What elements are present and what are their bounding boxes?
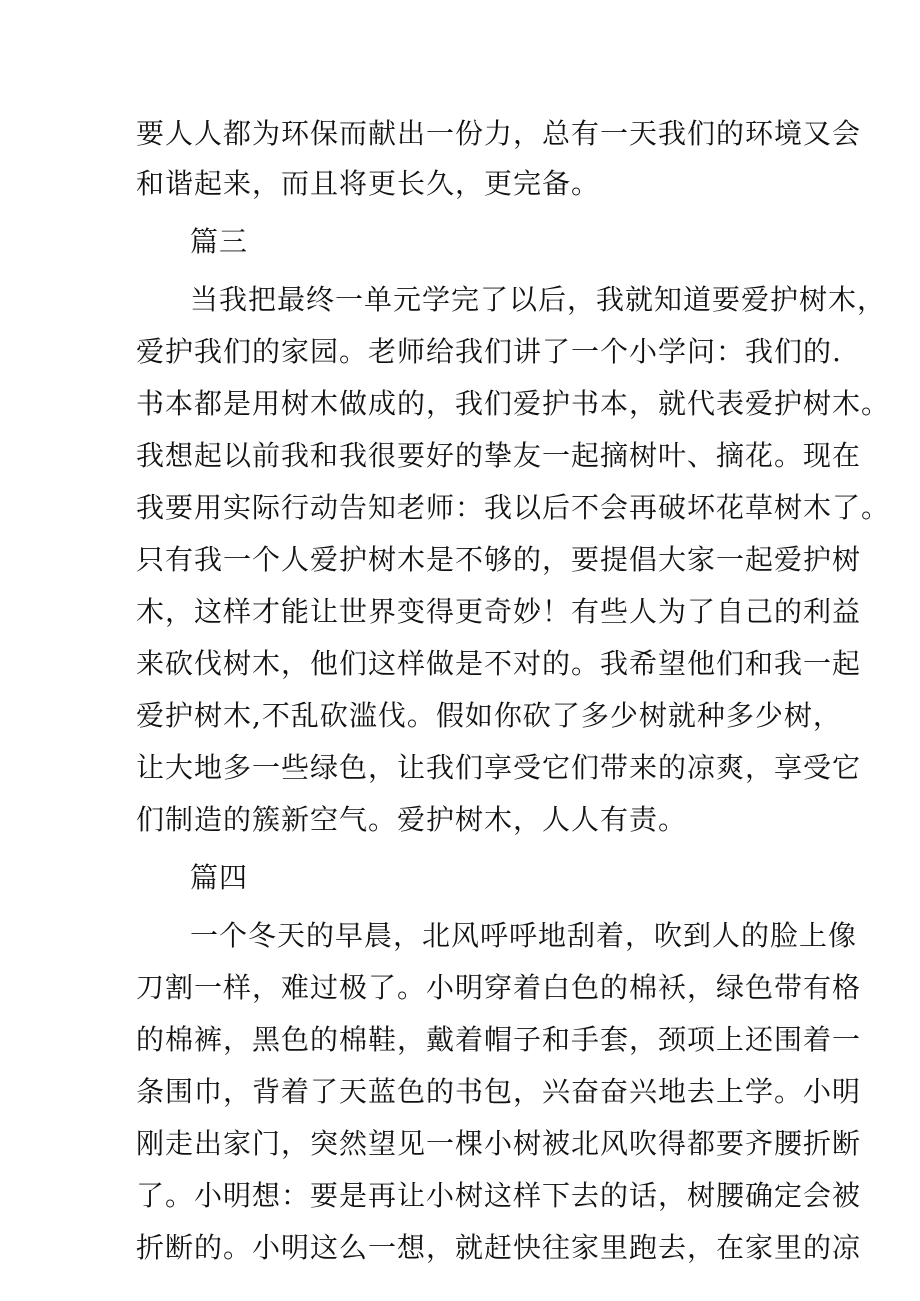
paragraph-line: 让大地多一些绿色，让我们享受它们带来的凉爽，享受它 [136,751,862,784]
paragraph-line: 当我把最终一单元学完了以后，我就知道要爱护树木， [190,283,887,316]
paragraph-line: 刚走出家门，突然望见一棵小树被北风吹得都要齐腰折断 [136,1127,862,1160]
paragraph-line: 折断的。小明这么一想，就赶快往家里跑去，在家里的凉 [136,1231,862,1264]
paragraph-line: 木，这样才能让世界变得更奇妙！有些人为了自己的利益 [136,595,862,628]
paragraph-line: 爱护树木,不乱砍滥伐。假如你砍了多少树就种多少树， [136,699,842,732]
paragraph-line: 书本都是用树木做成的，我们爱护书本，就代表爱护树木。 [136,387,891,420]
paragraph-line: 的棉裤，黑色的棉鞋，戴着帽子和手套，颈项上还围着一 [136,1023,862,1056]
paragraph-line: 爱护我们的家园。老师给我们讲了一个小学问：我们的. [136,335,842,368]
paragraph-line: 们制造的簇新空气。爱护树木，人人有责。 [136,803,688,836]
paragraph-line: 和谐起来，而且将更长久，更完备。 [136,167,601,200]
paragraph-line: 一个冬天的早晨，北风呼呼地刮着，吹到人的脸上像 [190,919,858,952]
section-heading-3: 篇三 [190,225,249,258]
paragraph-line: 来砍伐树木，他们这样做是不对的。我希望他们和我一起 [136,647,862,680]
paragraph-line: 只有我一个人爱护树木是不够的，要提倡大家一起爱护树 [136,543,862,576]
paragraph-line: 我想起以前我和我很要好的挚友一起摘树叶、摘花。现在 [136,439,862,472]
paragraph-line: 要人人都为环保而献出一份力，总有一天我们的环境又会 [136,117,862,150]
paragraph-line: 了。小明想：要是再让小树这样下去的话，树腰确定会被 [136,1179,862,1212]
paragraph-line: 我要用实际行动告知老师：我以后不会再破坏花草树木了。 [136,491,891,524]
section-heading-4: 篇四 [190,861,249,894]
paragraph-line: 条围巾，背着了天蓝色的书包，兴奋奋兴地去上学。小明 [136,1075,862,1108]
paragraph-line: 刀割一样，难过极了。小明穿着白色的棉袄，绿色带有格 [136,971,862,1004]
